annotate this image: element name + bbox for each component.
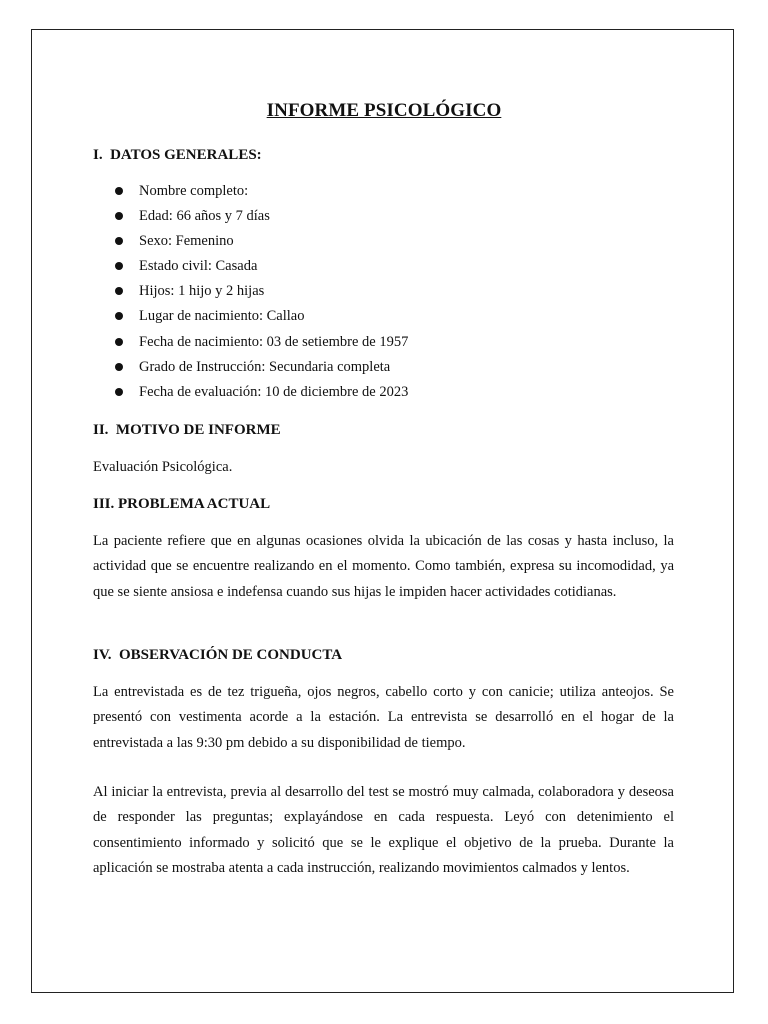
list-item bbox=[112, 181, 408, 206]
list-item bbox=[112, 332, 408, 357]
list-item-text: Edad: 66 años y 7 días bbox=[139, 208, 270, 225]
bullet-icon bbox=[115, 212, 123, 220]
list-item bbox=[112, 231, 408, 256]
bullet-icon bbox=[115, 262, 123, 270]
list-item-text: Hijos: 1 hijo y 2 hijas bbox=[139, 283, 265, 300]
section-heading-datos-generales: I. DATOS GENERALES: bbox=[93, 147, 262, 163]
section-heading-motivo: II. MOTIVO DE INFORME bbox=[93, 422, 281, 438]
list-item bbox=[112, 357, 408, 382]
list-item bbox=[112, 256, 408, 281]
motivo-text: Evaluación Psicológica. bbox=[93, 459, 233, 475]
list-item-text: Fecha de evaluación: 10 de diciembre de 2023 bbox=[139, 383, 409, 400]
section-heading-problema: III. PROBLEMA ACTUAL bbox=[93, 496, 271, 512]
list-item-text: Estado civil: Casada bbox=[139, 258, 258, 275]
list-item bbox=[112, 306, 408, 331]
list-item bbox=[112, 281, 408, 306]
bullet-icon bbox=[115, 237, 123, 245]
list-item-text: Grado de Instrucción: Secundaria completa bbox=[139, 358, 391, 375]
bullet-icon bbox=[115, 187, 123, 195]
list-item bbox=[112, 382, 408, 407]
list-item-text: Nombre completo: bbox=[139, 183, 249, 199]
observacion-paragraph-1: La entrevistada es de tez trigueña, ojos negros, cabello corto y con canicie; utiliza anteojos. Se presentó con vestimenta acorde a la estación. La entrevista se desarrolló en el hogar de la entrevistada a las 9:30 pm debido a su disponibilidad de tiempo. bbox=[93, 684, 674, 751]
bullet-icon bbox=[115, 338, 123, 346]
bullet-icon bbox=[115, 287, 123, 295]
document-title: INFORME PSICOLÓGICO bbox=[266, 100, 502, 121]
list-item-text: Lugar de nacimiento: Callao bbox=[139, 308, 305, 325]
bullet-icon bbox=[115, 388, 123, 396]
bullet-icon bbox=[115, 363, 123, 371]
list-item-text: Sexo: Femenino bbox=[139, 233, 234, 250]
list-item-text: Fecha de nacimiento: 03 de setiembre de 1957 bbox=[139, 333, 409, 350]
bullet-icon bbox=[115, 312, 123, 320]
list-item bbox=[112, 206, 408, 231]
section-heading-observacion: IV. OBSERVACIÓN DE CONDUCTA bbox=[93, 647, 343, 663]
problema-paragraph: La paciente refiere que en algunas ocasiones olvida la ubicación de las cosas y hasta incluso, la actividad que se encuentre realizando en el momento. Como también, expresa su incomodidad, ya que se siente ansiosa e indefensa cuando sus hijas le impiden hacer actividades cotidianas. bbox=[93, 533, 674, 600]
datos-generales-list bbox=[112, 181, 408, 407]
observacion-paragraph-2: Al iniciar la entrevista, previa al desarrollo del test se mostró muy calmada, colaboradora y deseosa de responder las preguntas; explayándose en cada respuesta. Leyó con detenimiento el consentimiento informado y solicitó que se le explique el objetivo de la prueba. Durante la aplicación se mostraba atenta a cada instrucción, realizando movimientos calmados y lentos. bbox=[93, 784, 674, 876]
